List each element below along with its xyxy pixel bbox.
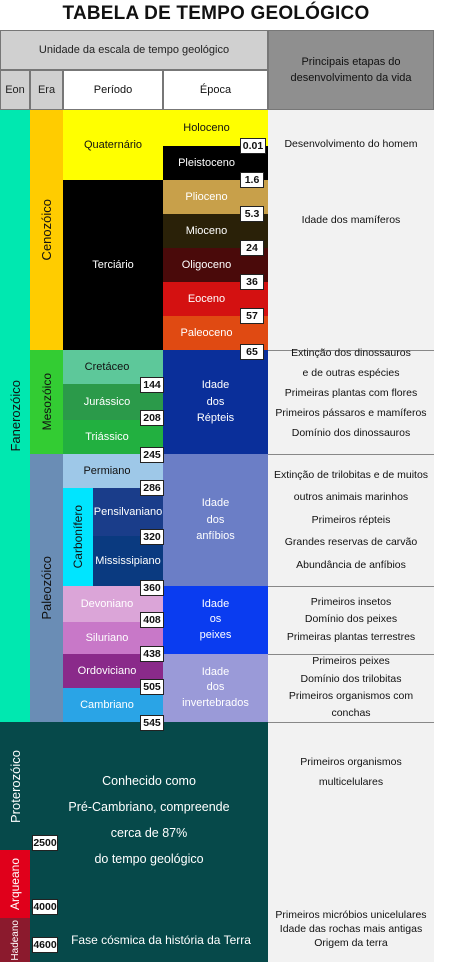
epoch-anfibios-line-3: anfíbios bbox=[196, 530, 235, 543]
age-badge: 1.6 bbox=[240, 172, 264, 188]
epoch-peixes bbox=[163, 586, 268, 654]
eon-proterozoico-label: Proterozóico bbox=[7, 749, 23, 823]
epoch-repteis-line-3: Répteis bbox=[196, 412, 235, 425]
epoch-anfibios-line-1: Idade bbox=[201, 497, 230, 510]
header-unit: Unidade da escala de tempo geológico bbox=[0, 30, 268, 70]
epoch-peixes-line-2: os bbox=[209, 613, 222, 626]
header-period: Período bbox=[63, 70, 163, 110]
era-paleozoico-label: Paleozóico bbox=[39, 556, 54, 620]
age-badge: 0.01 bbox=[240, 138, 266, 154]
epoch-repteis-line-2: dos bbox=[206, 395, 225, 408]
eon-fanerozoico-label: Fanerozóico bbox=[7, 380, 23, 452]
epoch-repteis-line-1: Idade bbox=[201, 379, 230, 392]
eon-fanerozoico bbox=[0, 110, 30, 722]
stage-desenvolvimento-homem: Desenvolvimento do homem bbox=[284, 138, 418, 151]
age-badge: 438 bbox=[140, 646, 164, 662]
stage-line: Primeiros pássaros e mamíferos bbox=[275, 406, 427, 419]
period-terciario: Terciário bbox=[63, 180, 163, 350]
stage-line: multicelulares bbox=[318, 776, 384, 788]
period-carbonifero-label: Carbonífero bbox=[71, 505, 85, 569]
age-badge: 208 bbox=[140, 410, 164, 426]
epoch-paleoceno: Paleoceno bbox=[163, 316, 268, 350]
stage-line: Primeiros répteis bbox=[311, 513, 391, 526]
age-badge: 24 bbox=[240, 240, 264, 256]
era-paleozoico bbox=[30, 454, 63, 722]
epoch-repteis bbox=[163, 350, 268, 454]
stages-mid-paleozoic bbox=[268, 592, 434, 648]
period-siluriano: Siluriano bbox=[63, 622, 163, 654]
age-badge: 5.3 bbox=[240, 206, 264, 222]
stages-mesozoic bbox=[268, 344, 434, 444]
period-carbonifero bbox=[63, 488, 93, 586]
age-badge: 505 bbox=[140, 679, 164, 695]
precambrian-line-4: do tempo geológico bbox=[94, 852, 204, 867]
stage-line: Domínio dos dinossauros bbox=[291, 426, 411, 439]
stage-line: Primeiros insetos bbox=[310, 596, 392, 609]
eon-hadeano-label: Hadeano bbox=[9, 919, 21, 961]
stages-divider bbox=[268, 454, 434, 455]
stage-line: Primeiras plantas com flores bbox=[284, 387, 418, 400]
epoch-peixes-line-1: Idade bbox=[201, 597, 230, 610]
header-era: Era bbox=[30, 70, 63, 110]
stage-line: Domínio dos peixes bbox=[304, 613, 398, 626]
epoch-invertebrados-line-1: Idade bbox=[201, 665, 230, 678]
period-quaternario: Quaternário bbox=[63, 110, 163, 180]
age-badge: 65 bbox=[240, 344, 264, 360]
epoch-invertebrados-line-3: invertebrados bbox=[182, 696, 249, 709]
age-badge: 57 bbox=[240, 308, 264, 324]
epoch-plioceno: Plioceno bbox=[163, 180, 268, 214]
eon-arqueano-label: Arqueano bbox=[8, 857, 22, 911]
stage-line: Extinção dos dinossauros bbox=[291, 347, 411, 360]
era-mesozoico bbox=[30, 350, 63, 454]
eon-hadeano bbox=[0, 918, 30, 962]
epoch-invertebrados bbox=[163, 654, 268, 722]
stage-line: Idade das rochas mais antigas bbox=[279, 922, 423, 935]
stage-line: outros animais marinhos bbox=[293, 491, 409, 504]
epoch-anfibios-line-2: dos bbox=[206, 513, 225, 526]
stage-line: Domínio dos trilobitas bbox=[300, 672, 402, 685]
header-epoch: Época bbox=[163, 70, 268, 110]
epoch-invertebrados-line-2: dos bbox=[206, 681, 225, 694]
period-ordoviciano: Ordoviciano bbox=[63, 654, 163, 688]
period-cambriano: Cambriano bbox=[63, 688, 163, 722]
epoch-oligoceno: Oligoceno bbox=[163, 248, 268, 282]
age-badge: 286 bbox=[140, 480, 164, 496]
stage-line: Primeiros organismos bbox=[300, 756, 402, 769]
period-pensilvaniano: Pensilvaniano bbox=[93, 488, 163, 536]
age-badge: 245 bbox=[140, 447, 164, 463]
stage-line: Origem da terra bbox=[314, 937, 388, 950]
age-badge: 2500 bbox=[33, 837, 57, 849]
age-badge: 4600 bbox=[33, 939, 57, 951]
epoch-anfibios bbox=[163, 454, 268, 586]
era-cenozoico bbox=[30, 110, 63, 350]
stage-line: Abundância de anfíbios bbox=[296, 558, 406, 571]
era-mesozoico-label: Mesozóico bbox=[39, 373, 54, 431]
precambrian-line-1: Conhecido como bbox=[102, 773, 196, 788]
stage-line: Primeiros peixes bbox=[312, 655, 390, 668]
header-eon: Eon bbox=[0, 70, 30, 110]
hadean-text: Fase cósmica da história da Terra bbox=[71, 933, 251, 947]
stage-idade-mamiferos: Idade dos mamíferos bbox=[301, 214, 401, 227]
period-jurassico: Jurássico bbox=[63, 384, 163, 420]
stages-late-paleozoic bbox=[268, 462, 434, 578]
age-badge: 4000 bbox=[33, 901, 57, 913]
precambrian-line-3: cerca de 87% bbox=[110, 826, 188, 840]
era-cenozoico-label: Cenozóico bbox=[39, 199, 54, 261]
epoch-mioceno: Mioceno bbox=[163, 214, 268, 248]
header-stages: Principais etapas do desenvolvimento da vida bbox=[268, 30, 434, 110]
epoch-peixes-line-3: peixes bbox=[199, 628, 232, 641]
age-badge: 36 bbox=[240, 274, 264, 290]
epoch-holoceno: Holoceno bbox=[163, 110, 268, 146]
eon-arqueano bbox=[0, 850, 30, 918]
stage-line: Extinção de trilobitas e de muitos bbox=[273, 468, 429, 481]
period-devoniano: Devoniano bbox=[63, 586, 163, 622]
age-badge: 320 bbox=[140, 529, 164, 545]
page-title: TABELA DE TEMPO GEOLÓGICO bbox=[62, 3, 370, 24]
precambrian-block bbox=[30, 722, 268, 918]
period-permiano: Permiano bbox=[63, 454, 163, 488]
stage-line: Primeiros organismos com conchas bbox=[288, 690, 414, 720]
period-cretaceo: Cretáceo bbox=[63, 350, 163, 384]
period-mississipiano: Mississipiano bbox=[93, 536, 163, 586]
stage-line: Primeiras plantas terrestres bbox=[286, 630, 416, 643]
stage-line: e de outras espécies bbox=[302, 367, 400, 380]
stages-proterozoic bbox=[268, 750, 434, 796]
epoch-eoceno: Eoceno bbox=[163, 282, 268, 316]
age-badge: 545 bbox=[140, 715, 164, 731]
age-badge: 408 bbox=[140, 612, 164, 628]
age-badge: 360 bbox=[140, 580, 164, 596]
stage-line: Grandes reservas de carvão bbox=[284, 536, 418, 549]
epoch-pleistoceno: Pleistoceno bbox=[163, 146, 268, 180]
period-triassico: Triássico bbox=[63, 420, 163, 454]
stages-divider bbox=[268, 586, 434, 587]
precambrian-line-2: Pré-Cambriano, compreende bbox=[68, 799, 230, 814]
hadean-block bbox=[30, 918, 268, 962]
stage-line: Primeiros micróbios unicelulares bbox=[275, 908, 427, 921]
age-badge: 144 bbox=[140, 377, 164, 393]
eon-proterozoico bbox=[0, 722, 30, 850]
stages-early-paleozoic bbox=[268, 655, 434, 720]
stages-archean-hadean bbox=[268, 904, 434, 954]
